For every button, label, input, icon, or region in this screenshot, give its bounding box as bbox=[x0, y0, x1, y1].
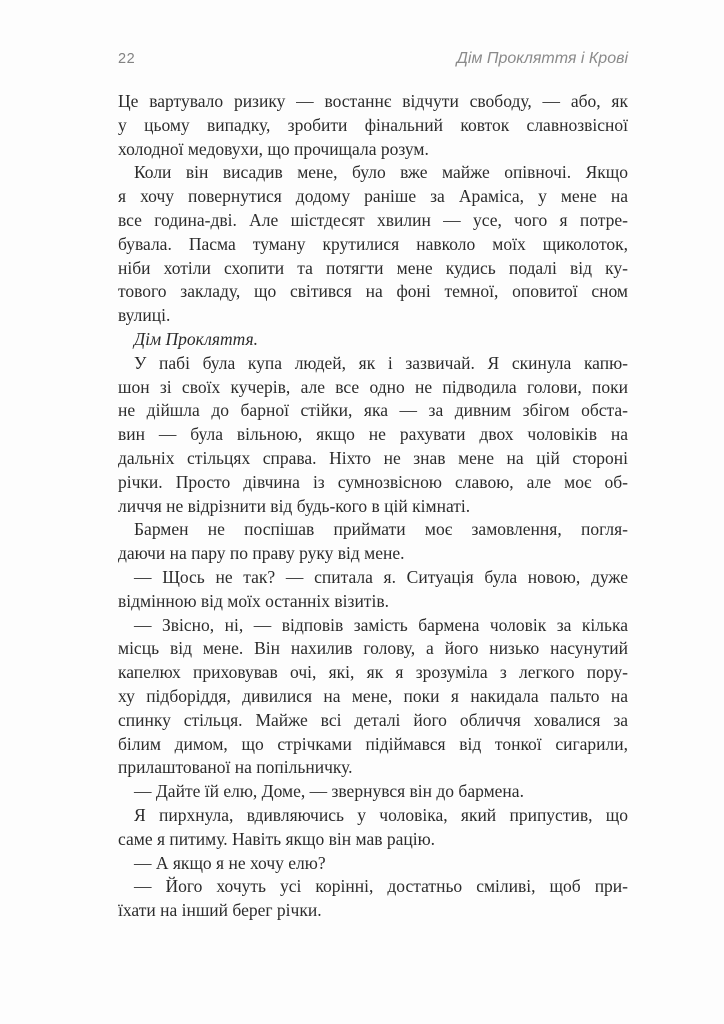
paragraph-10 bbox=[118, 852, 628, 876]
text-line: — Щось не так? — спитала я. Ситуація була новою, дуже bbox=[134, 566, 628, 587]
text-line: вин — була вільною, якщо не рахувати двох чоловіків на bbox=[118, 424, 628, 445]
text-line: у цьому випадку, зробити фінальний ковток славнозвісної bbox=[118, 114, 628, 135]
page-header bbox=[118, 50, 628, 68]
paragraph-4 bbox=[118, 352, 628, 519]
text-line: річки. Просто дівчина із сумнозвісною славою, але моє об- bbox=[118, 471, 628, 492]
paragraph-6 bbox=[118, 566, 628, 614]
text-line: все година-дві. Але шістдесят хвилин — усе, чого я потре- bbox=[118, 209, 628, 230]
text-line: шон зі своїх кучерів, але все одно не підводила голови, поки bbox=[118, 376, 628, 397]
text-line: саме я питиму. Навіть якщо він мав рацію. bbox=[118, 828, 436, 849]
text-line: капелюх приховував очі, які, як я зрозуміла з легкого пору- bbox=[118, 662, 628, 683]
paragraph-5 bbox=[118, 518, 628, 566]
text-line: не дійшла до барної стійки, яка — за дивним збігом обста- bbox=[118, 400, 628, 421]
paragraph-8 bbox=[118, 780, 628, 804]
text-line: У пабі була купа людей, як і зазвичай. Я скинула капю- bbox=[134, 352, 628, 373]
paragraph-11 bbox=[118, 875, 628, 923]
text-line: ніби хотіли схопити та потягти мене кудись подалі від ку- bbox=[118, 257, 628, 278]
text-line: ху підборіддя, дивилися на мене, поки я накидала пальто на bbox=[118, 685, 628, 706]
text-line: бувала. Пасма туману крутилися навколо моїх щиколоток, bbox=[118, 233, 628, 254]
text-line: тового закладу, що світився на фоні темної, оповитої сном bbox=[118, 281, 628, 302]
text-line: — Звісно, ні, — відповів замість бармена чоловік за кілька bbox=[134, 614, 628, 635]
text-line: білим димом, що стрічками підіймався від тонкої сигарили, bbox=[118, 733, 628, 754]
text-line: Коли він висадив мене, було вже майже опівночі. Якщо bbox=[134, 162, 628, 183]
text-line: їхати на інший берег річки. bbox=[118, 900, 322, 921]
text-line: місць від мене. Він нахилив голову, а його низько насунутий bbox=[118, 638, 628, 659]
paragraph-7 bbox=[118, 614, 628, 781]
page-body-text bbox=[118, 90, 628, 923]
text-line: Це вартувало ризику — востаннє відчути свободу, — або, як bbox=[118, 91, 628, 111]
text-line: даючи на пару по праву руку від мене. bbox=[118, 543, 405, 564]
text-line: я хочу повернутися додому раніше за Араміса, у мене на bbox=[118, 186, 628, 207]
paragraph-1 bbox=[118, 90, 628, 161]
paragraph-2 bbox=[118, 161, 628, 328]
paragraph-9 bbox=[118, 804, 628, 852]
text-line: Бармен не поспішав приймати моє замовлення, погля- bbox=[134, 519, 628, 540]
running-title: Дім Прокляття і Крові bbox=[456, 50, 628, 67]
text-line: дальніх стільцях справа. Ніхто не знав мене на цій стороні bbox=[118, 447, 628, 468]
text-line: вулиці. bbox=[118, 305, 171, 326]
text-line: Дім Прокляття. bbox=[134, 328, 258, 349]
text-line: — А якщо я не хочу елю? bbox=[134, 852, 326, 873]
text-line: спинку стільця. Майже всі деталі його обличчя ховалися за bbox=[118, 709, 628, 730]
text-line: Я пирхнула, вдивляючись у чоловіка, який припустив, що bbox=[134, 804, 628, 825]
page-number: 22 bbox=[118, 51, 136, 67]
paragraph-3 bbox=[118, 328, 628, 352]
text-line: прилаштованої на попільничку. bbox=[118, 757, 353, 778]
text-line: відмінною від моїх останніх візитів. bbox=[118, 590, 389, 611]
text-line: — Дайте їй елю, Доме, — звернувся він до бармена. bbox=[134, 781, 524, 802]
text-line: холодної медовухи, що прочищала розум. bbox=[118, 138, 429, 159]
text-line: — Його хочуть усі корінні, достатньо сміливі, щоб при- bbox=[134, 876, 628, 897]
text-line: личчя не відрізнити від будь-кого в цій кімнаті. bbox=[118, 495, 471, 516]
